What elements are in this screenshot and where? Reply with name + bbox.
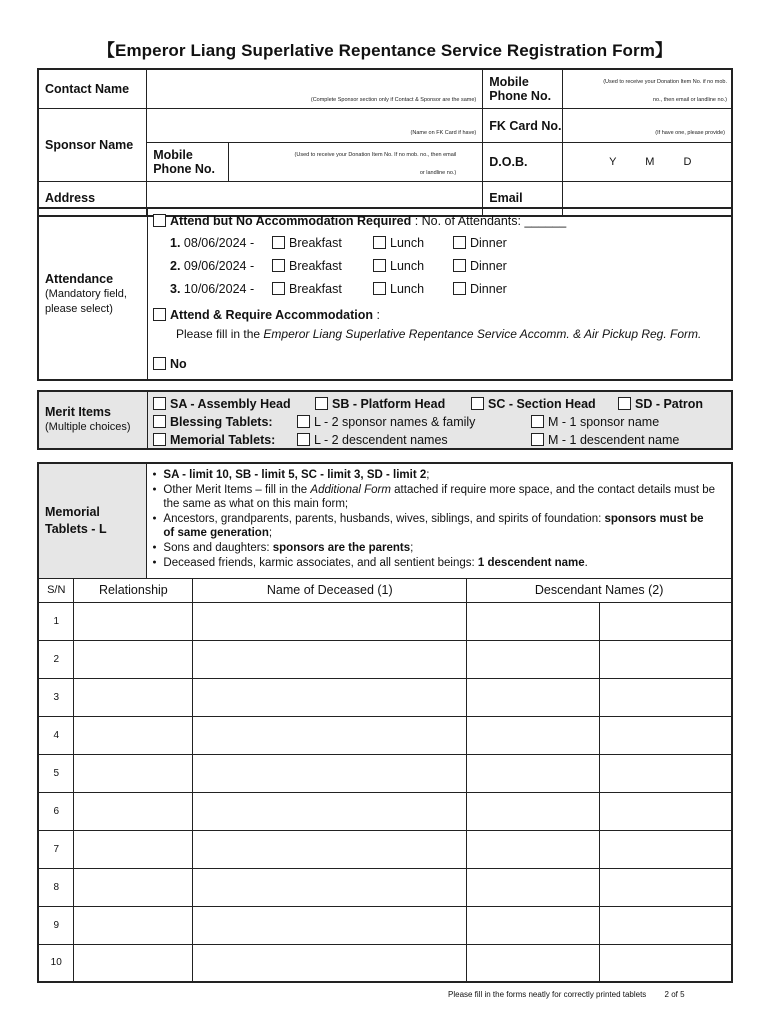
note-3-a: Ancestors, grandparents, parents, husbands, wives, siblings, and spirits of foundation: [163,512,602,525]
checkbox[interactable] [618,397,631,410]
checkbox[interactable] [531,433,544,446]
dob-y: Y [609,156,617,168]
sponsor-mobile-note: (Used to receive your Donation Item No. If no mob. no., then email or landline no.) [294,152,457,176]
merit-sd[interactable] [618,397,703,411]
merit-memorial-m[interactable] [531,433,679,447]
sponsor-mobile-label: Mobile Phone No. [147,143,229,182]
meal-label: Dinner [470,282,507,296]
descendant-2-cell[interactable] [599,944,732,982]
day-1-lunch[interactable] [373,236,424,250]
merit-memorial[interactable] [153,433,275,447]
descendant-2-cell[interactable] [599,716,732,754]
mobile-field[interactable] [563,69,732,109]
checkbox[interactable] [453,282,466,295]
relationship-cell[interactable] [74,944,193,982]
checkbox[interactable] [272,282,285,295]
relationship-cell[interactable] [74,754,193,792]
table-row [38,716,732,754]
no-accom-checkbox[interactable] [153,214,166,227]
checkbox[interactable] [272,259,285,272]
descendant-2-cell[interactable] [599,640,732,678]
day-1-breakfast[interactable] [272,236,342,250]
meal-label: Lunch [390,282,425,296]
checkbox[interactable] [153,433,166,446]
note-4: ● Sons and daughters: sponsors are the parents; [152,541,717,556]
note-5: ● Deceased friends, karmic associates, and all sentient beings: 1 descendent name. [152,556,717,571]
deceased-cell[interactable] [193,640,467,678]
mobile-note: (Used to receive your Donation Item No. if no mob. no., then email or landline no.) [603,79,727,103]
sponsor-note: (Name on FK Card if have) [410,130,477,136]
meal-label: Breakfast [289,259,342,273]
row-sn: 6 [38,792,74,830]
no-accom-option[interactable] [153,214,566,228]
memorial-label-cell [38,463,147,578]
day-2-date: 09/06/2024 - [183,259,255,273]
merit-memorial-l[interactable] [297,433,448,447]
row-sn: 3 [38,678,74,716]
deceased-cell[interactable] [193,906,467,944]
memorial-table [37,462,733,983]
checkbox[interactable] [471,397,484,410]
merit-blessing[interactable] [153,415,273,429]
address-label: Address [38,182,147,216]
merit-sa[interactable] [153,397,291,411]
no-accom-suffix: : No. of Attendants: ______ [414,214,567,228]
merit-label-cell [38,391,147,449]
fk-card-note: (If have one, please provide) [655,130,725,136]
checkbox[interactable] [453,236,466,249]
merit-sa-label: SA - Assembly Head [170,397,291,411]
table-row [38,640,732,678]
require-accom-checkbox[interactable] [153,308,166,321]
table-row [38,906,732,944]
meal-label: Breakfast [289,282,342,296]
day-1-row [170,236,254,250]
merit-sd-label: SD - Patron [635,397,704,411]
day-2-lunch[interactable] [373,259,424,273]
day-2-breakfast[interactable] [272,259,342,273]
header-relationship: Relationship [74,578,193,602]
merit-blessing-m[interactable] [531,415,659,429]
note-4-a: Sons and daughters: [163,541,270,554]
contact-name-field[interactable] [147,69,483,109]
row-sn: 7 [38,830,74,868]
footer [448,990,685,999]
day-3-breakfast[interactable] [272,282,342,296]
descendant-1-cell[interactable] [467,944,600,982]
note-2-c: attached if require more space, and the contact details must be the same as what on this main form; [163,483,716,511]
descendant-2-cell[interactable] [599,792,732,830]
descendant-2-cell[interactable] [599,754,732,792]
day-3-date: 10/06/2024 - [183,282,255,296]
require-accom-suffix: : [376,308,380,322]
row-sn: 8 [38,868,74,906]
note-3-b: sponsors must be of same generation [163,512,704,540]
no-attend-option[interactable] [153,357,187,371]
dob-m: M [645,156,655,168]
table-row [38,868,732,906]
descendant-1-cell[interactable] [467,754,600,792]
checkbox[interactable] [153,415,166,428]
note-1-text: SA - limit 10, SB - limit 5, SC - limit 3, SD - limit 2 [163,469,427,481]
day-3-dinner[interactable] [453,282,507,296]
deceased-cell[interactable] [193,830,467,868]
no-attend-checkbox[interactable] [153,357,166,370]
no-attend-label: No [170,357,187,371]
mobile-label: Mobile Phone No. [483,69,563,109]
checkbox[interactable] [272,236,285,249]
merit-sublabel: (Multiple choices) [45,421,131,433]
dob-d: D [683,156,692,168]
merit-memorial-label: Memorial Tablets: [170,433,276,447]
footer-note: Please fill in the forms neatly for correctly printed tablets [448,990,647,999]
merit-blessing-l-label: L - 2 sponsor names & family [314,415,476,429]
accom-note-prefix: Please fill in the [176,327,261,341]
checkbox[interactable] [315,397,328,410]
day-2-dinner[interactable] [453,259,507,273]
accom-note [176,327,701,341]
note-1: ● SA - limit 10, SB - limit 5, SC - limit 3, SD - limit 2; [152,468,717,483]
merit-sc-label: SC - Section Head [488,397,596,411]
table-row [38,602,732,640]
note-5-b: 1 descendent name [477,556,585,569]
dob-label: D.O.B. [483,143,563,182]
sponsor-name-label: Sponsor Name [38,109,147,182]
row-sn: 5 [38,754,74,792]
row-sn: 10 [38,944,74,982]
email-label: Email [483,182,563,216]
merit-memorial-l-label: L - 2 descendent names [314,433,448,447]
attendance-label-cell [38,208,147,380]
merit-sc[interactable] [471,397,596,411]
fk-card-label: FK Card No. [483,109,563,143]
table-row [38,944,732,982]
meal-label: Lunch [390,259,425,273]
table-row [38,678,732,716]
meal-label: Dinner [470,259,507,273]
memorial-header-row [38,578,732,602]
note-2 [152,483,717,512]
page-number: 2 of 5 [664,990,685,999]
descendant-1-cell[interactable] [467,678,600,716]
descendant-1-cell[interactable] [467,830,600,868]
merit-blessing-l[interactable] [297,415,475,429]
relationship-cell[interactable] [74,906,193,944]
table-row [38,754,732,792]
descendant-2-cell[interactable] [599,602,732,640]
descendant-1-cell[interactable] [467,906,600,944]
attendance-label: Attendance [45,271,114,286]
relationship-cell[interactable] [74,678,193,716]
day-1-dinner[interactable] [453,236,507,250]
merit-label: Merit Items [45,405,111,419]
sponsor-name-field[interactable] [147,109,483,143]
memorial-notes [147,463,732,578]
checkbox[interactable] [531,415,544,428]
descendant-1-cell[interactable] [467,602,600,640]
deceased-cell[interactable] [193,754,467,792]
merit-memorial-m-label: M - 1 descendent name [548,433,680,447]
header-descendant: Descendant Names (2) [467,578,732,602]
note-5-a: Deceased friends, karmic associates, and all sentient beings: [163,556,475,569]
day-1-num: 1. [170,236,181,250]
deceased-cell[interactable] [193,868,467,906]
table-row [38,792,732,830]
day-3-lunch[interactable] [373,282,424,296]
checkbox[interactable] [453,259,466,272]
merit-blessing-m-label: M - 1 sponsor name [548,415,660,429]
require-accom-option[interactable] [153,308,380,322]
header-sn: S/N [38,578,74,602]
attendance-sublabel: (Mandatory field, please select) [45,287,127,315]
no-accom-label: Attend but No Accommodation Required [170,214,412,228]
checkbox[interactable] [297,433,310,446]
merit-sb[interactable] [315,397,445,411]
contact-table [37,68,733,217]
descendant-2-cell[interactable] [599,906,732,944]
checkbox[interactable] [373,282,386,295]
day-3-num: 3. [170,282,181,296]
descendant-1-cell[interactable] [467,868,600,906]
deceased-cell[interactable] [193,944,467,982]
accom-note-form: Emperor Liang Superlative Repentance Service Accomm. & Air Pickup Reg. Form. [263,327,702,341]
meal-label: Breakfast [289,236,342,250]
checkbox[interactable] [297,415,310,428]
note-2-a: Other Merit Items – fill in the [163,483,308,496]
relationship-cell[interactable] [74,830,193,868]
day-3-row [170,282,254,296]
descendant-1-cell[interactable] [467,716,600,754]
relationship-cell[interactable] [74,716,193,754]
memorial-label: Memorial Tablets - L [45,504,107,536]
meal-label: Lunch [390,236,425,250]
checkbox[interactable] [153,397,166,410]
row-sn: 1 [38,602,74,640]
require-accom-label: Attend & Require Accommodation [170,308,374,322]
dob-field[interactable] [563,143,732,182]
day-1-date: 08/06/2024 - [183,236,255,250]
note-4-b: sponsors are the parents [272,541,411,554]
relationship-cell[interactable] [74,640,193,678]
descendant-2-cell[interactable] [599,868,732,906]
deceased-cell[interactable] [193,716,467,754]
row-sn: 9 [38,906,74,944]
checkbox[interactable] [373,236,386,249]
sponsor-mobile-field[interactable] [229,143,483,182]
contact-note: (Complete Sponsor section only if Contact & Sponsor are the same) [310,97,477,103]
merit-blessing-label: Blessing Tablets: [170,415,273,429]
day-2-num: 2. [170,259,181,273]
form-title: 【Emperor Liang Superlative Repentance Service Registration Form】 [97,41,673,60]
descendant-1-cell[interactable] [467,640,600,678]
relationship-cell[interactable] [74,868,193,906]
relationship-cell[interactable] [74,602,193,640]
row-sn: 2 [38,640,74,678]
table-row [38,830,732,868]
deceased-cell[interactable] [193,678,467,716]
note-3: ● Ancestors, grandparents, parents, husbands, wives, siblings, and spirits of foundation: sponsors must be of same generation; [152,512,717,541]
row-sn: 4 [38,716,74,754]
day-2-row [170,259,254,273]
relationship-cell[interactable] [74,792,193,830]
fk-card-field[interactable] [563,109,732,143]
descendant-1-cell[interactable] [467,792,600,830]
descendant-2-cell[interactable] [599,830,732,868]
descendant-2-cell[interactable] [599,678,732,716]
contact-name-label: Contact Name [38,69,147,109]
merit-sb-label: SB - Platform Head [332,397,446,411]
deceased-cell[interactable] [193,602,467,640]
meal-label: Dinner [470,236,507,250]
checkbox[interactable] [373,259,386,272]
header-deceased: Name of Deceased (1) [193,578,467,602]
note-2-b: Additional Form [310,483,391,496]
deceased-cell[interactable] [193,792,467,830]
